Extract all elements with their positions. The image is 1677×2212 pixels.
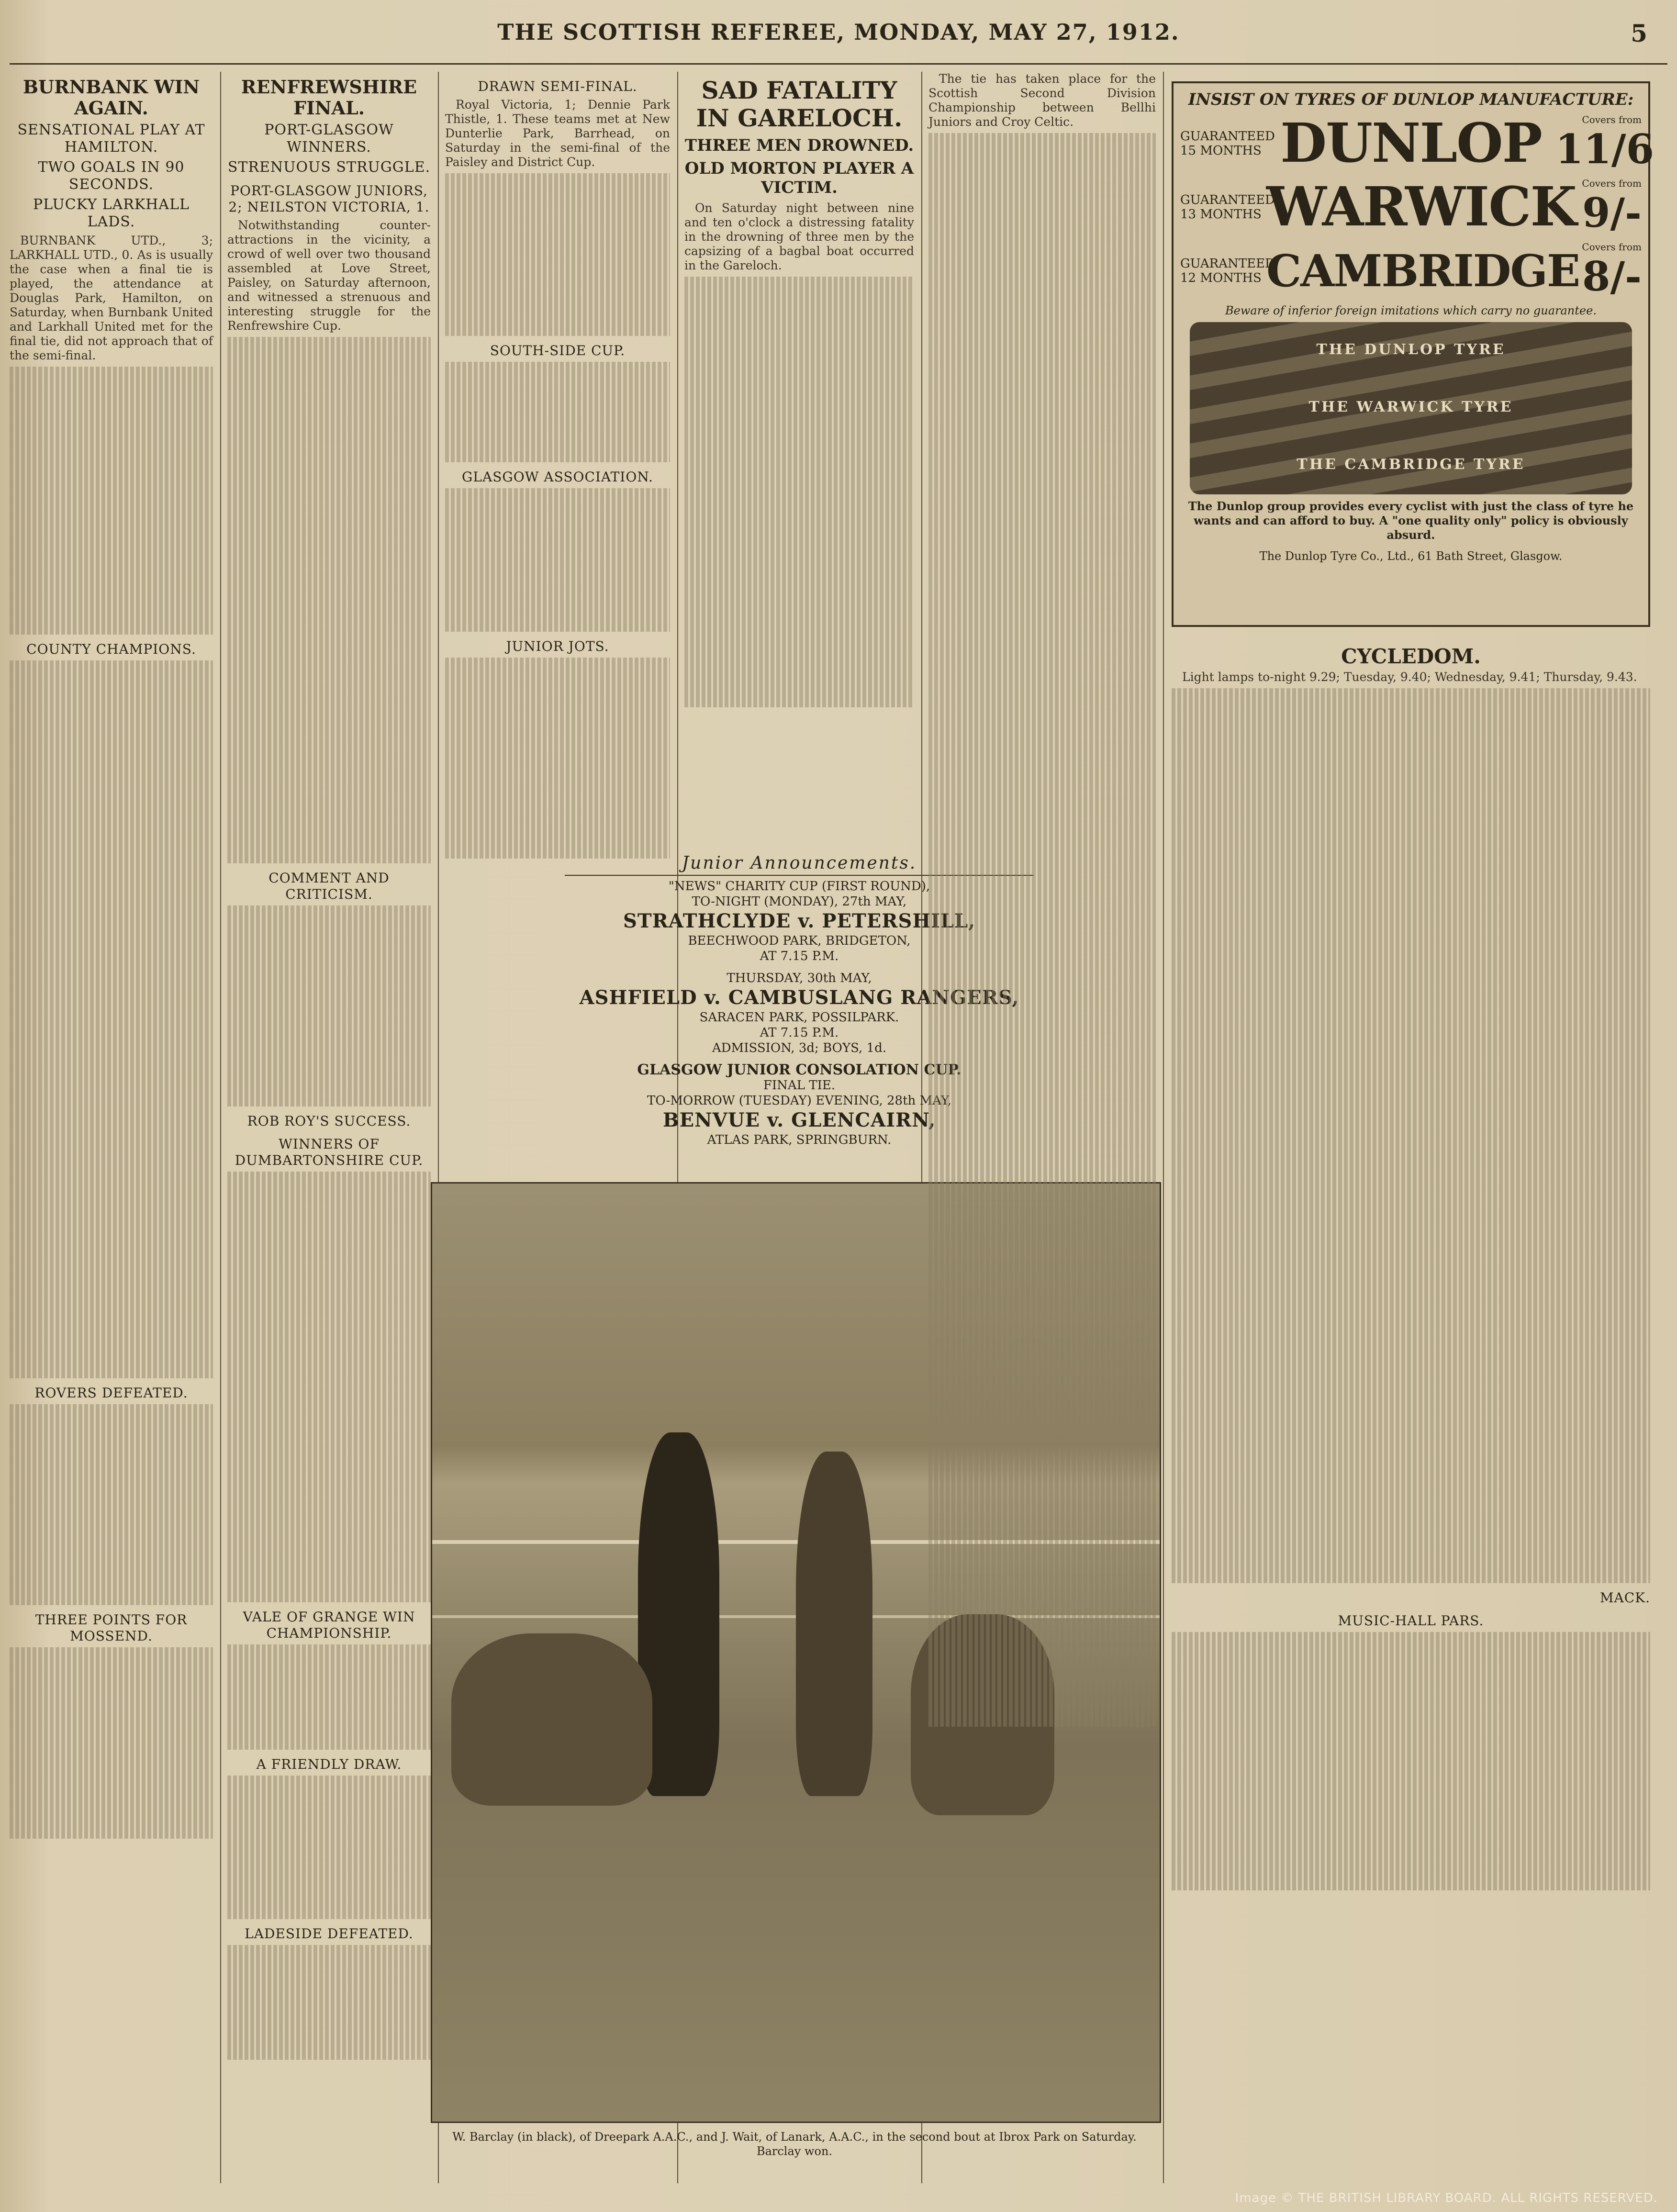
price <box>1579 241 1642 300</box>
section-heading: THREE POINTS FOR MOSSEND. <box>35 1612 188 1644</box>
advert-tagline: INSIST ON TYRES OF DUNLOP MANUFACTURE: <box>1188 90 1634 109</box>
section-heading: COMMENT AND CRITICISM. <box>268 870 390 902</box>
column-cycledom <box>1172 641 1650 2183</box>
thursday-match: ASHFIELD v. CAMBUSLANG RANGERS, <box>579 986 1019 1009</box>
page-number: 5 <box>1631 19 1648 47</box>
article-body <box>1172 1632 1650 1890</box>
thursday-venue: SARACEN PARK, POSSILPARK. <box>699 1010 899 1025</box>
charity-cup-match: STRATHCLYDE v. PETERSHILL, <box>623 910 976 932</box>
article-body <box>227 905 431 1106</box>
consolation-cup-heading: GLASGOW JUNIOR CONSOLATION CUP. <box>637 1061 961 1078</box>
tyre-illustration <box>1190 322 1632 494</box>
masthead-rule <box>10 63 1667 65</box>
article-body <box>227 1945 431 2060</box>
advert-warning: Beware of inferior foreign imitations which carry no guarantee. <box>1225 304 1597 317</box>
article-body <box>928 133 1156 1727</box>
column-burnbank <box>10 72 213 2183</box>
thursday-time: AT 7.15 P.M. <box>760 1026 839 1040</box>
consolation-cup-date: TO-MORROW (TUESDAY) EVENING, 28th MAY, <box>647 1094 951 1108</box>
brand-name: CAMBRIDGE <box>1266 245 1580 297</box>
article-body <box>10 1404 213 1605</box>
article-body <box>10 1647 213 1839</box>
section-heading: COUNTY CHAMPIONS. <box>26 641 196 657</box>
consolation-cup-venue: ATLAS PARK, SPRINGBURN. <box>707 1133 892 1147</box>
article-body <box>227 1776 431 1919</box>
covers-label: Covers from <box>1582 178 1642 189</box>
article-body <box>445 362 670 462</box>
thursday-date: THURSDAY, 30th MAY, <box>727 971 872 985</box>
price-value: 11/6 <box>1555 125 1655 173</box>
subheadline: TWO GOALS IN 90 SECONDS. <box>38 159 185 193</box>
score-line: PORT-GLASGOW JUNIORS, 2; NEILSTON VICTORIA, 1. <box>228 183 430 215</box>
article-body <box>10 367 213 635</box>
subheadline: PLUCKY LARKHALL LADS. <box>33 196 190 230</box>
announcements-title: Junior Announcements. <box>682 853 917 873</box>
article-body <box>227 337 431 863</box>
guarantee-text: GUARANTEED 12 MONTHS <box>1180 256 1275 285</box>
column-drawn-semi-final <box>445 72 670 654</box>
photo-caption: W. Barclay (in black), of Dreepark A.A.C., and J. Wait, of Lanark, A.A.C., in the second bout at Ibrox Park on Saturday. Barclay won. <box>452 2130 1137 2158</box>
covers-label: Covers from <box>1582 114 1642 125</box>
headline: BURNBANK WIN AGAIN. <box>22 76 200 119</box>
section-heading: LADESIDE DEFEATED. <box>245 1926 414 1942</box>
masthead-title: THE SCOTTISH REFEREE, MONDAY, MAY 27, 1912. <box>497 19 1180 45</box>
article-body <box>227 1644 431 1750</box>
advert-address: The Dunlop Tyre Co., Ltd., 61 Bath Street, Glasgow. <box>1259 549 1563 563</box>
guarantee-text: GUARANTEED 15 MONTHS <box>1180 129 1275 158</box>
headline: RENFREWSHIRE FINAL. <box>241 76 417 119</box>
article-body <box>445 173 670 336</box>
column-divider <box>220 72 221 2183</box>
charity-cup-venue: BEECHWOOD PARK, BRIDGETON, <box>688 934 911 948</box>
brand-name: DUNLOP <box>1280 112 1542 175</box>
price <box>1576 178 1642 236</box>
section-heading: MUSIC-HALL PARS. <box>1338 1613 1484 1629</box>
spectators <box>451 1633 652 1806</box>
price-value: 9/- <box>1582 189 1642 236</box>
tyre-band-label: THE DUNLOP TYRE <box>1316 341 1506 358</box>
article-body <box>684 277 914 707</box>
article-text: BURNBANK UTD., 3; LARKHALL UTD., 0. As is usually the case when a final tie is played, the attendance at Douglas Park, Hamilton, on Saturday, when Burnbank United and Larkhall United met for the final tie, did not approach that of the semi-final. <box>10 234 213 362</box>
guarantee-text: GUARANTEED 13 MONTHS <box>1180 192 1275 222</box>
masthead <box>0 19 1677 62</box>
article-text: Light lamps to-night 9.29; Tuesday, 9.40; Wednesday, 9.41; Thursday, 9.43. <box>1182 670 1637 684</box>
consolation-cup-match: BENVUE v. GLENCAIRN, <box>662 1109 936 1131</box>
thursday-admission: ADMISSION, 3d; BOYS, 1d. <box>712 1041 887 1055</box>
column-divider <box>1163 72 1164 2183</box>
covers-label: Covers from <box>1582 241 1642 253</box>
signature: MACK. <box>1599 1590 1650 1606</box>
column-sad-fatality <box>684 72 914 432</box>
tyre-band-label: THE CAMBRIDGE TYRE <box>1297 456 1525 473</box>
tyre-row-dunlop <box>1180 112 1655 175</box>
charity-cup-time: AT 7.15 P.M. <box>760 949 839 963</box>
article-body <box>10 660 213 1378</box>
section-heading: DRAWN SEMI-FINAL. <box>478 78 637 94</box>
section-heading: ROVERS DEFEATED. <box>34 1385 188 1401</box>
consolation-cup-sub: FINAL TIE. <box>763 1078 836 1093</box>
article-body <box>1172 688 1650 1583</box>
section-heading: JUNIOR JOTS. <box>506 638 609 654</box>
subheadline: THREE MEN DROWNED. <box>684 136 914 155</box>
article-body <box>445 488 670 632</box>
column-renfrewshire <box>227 72 431 2183</box>
section-heading: WINNERS OF DUMBARTONSHIRE CUP. <box>235 1136 424 1168</box>
subheadline: OLD MORTON PLAYER A VICTIM. <box>684 159 914 197</box>
dunlop-advert <box>1172 81 1655 627</box>
column-juniors <box>928 72 1156 2183</box>
section-heading: SOUTH-SIDE CUP. <box>490 343 626 358</box>
subheadline: STRENUOUS STRUGGLE. <box>227 159 431 176</box>
advert-footer: The Dunlop group provides every cyclist with just the class of tyre he wants and can afford to buy. A "one quality only" policy is obviously absurd. <box>1188 499 1634 542</box>
tyre-band-label: THE WARWICK TYRE <box>1308 399 1513 415</box>
headline: CYCLEDOM. <box>1341 645 1481 668</box>
article-text: Notwithstanding counter-attractions in the vicinity, a crowd of well over two thousand assembled at Love Street, Paisley, on Saturday afternoon, and witnessed a strenuous and interesting struggle for the Renfrewshire Cup. <box>227 218 431 333</box>
section-heading: GLASGOW ASSOCIATION. <box>462 469 653 485</box>
copyright-watermark: Image © THE BRITISH LIBRARY BOARD. ALL RIGHTS RESERVED. <box>1235 2191 1658 2205</box>
section-heading: ROB ROY'S SUCCESS. <box>247 1113 411 1129</box>
price-value: 8/- <box>1582 253 1642 300</box>
charity-cup-date: TO-NIGHT (MONDAY), 27th MAY, <box>692 894 907 909</box>
section-heading: VALE OF GRANGE WIN CHAMPIONSHIP. <box>243 1609 415 1641</box>
article-text: Royal Victoria, 1; Dennie Park Thistle, 1. These teams met at New Dunterlie Park, Barrhead, on Saturday in the semi-final of the Paisley and District Cup. <box>445 98 670 169</box>
subheadline: PORT-GLASGOW WINNERS. <box>264 122 394 156</box>
charity-cup-heading: "NEWS" CHARITY CUP (FIRST ROUND), <box>668 879 930 894</box>
subheadline: SENSATIONAL PLAY AT HAMILTON. <box>17 122 205 156</box>
brand-name: WARWICK <box>1266 175 1576 238</box>
article-body <box>445 658 670 859</box>
headline: SAD FATALITY IN GARELOCH. <box>696 76 903 132</box>
article-body <box>227 1172 431 1602</box>
tyre-row-cambridge <box>1180 241 1642 300</box>
boxer-figure <box>796 1452 872 1796</box>
tyre-row-warwick <box>1180 175 1642 238</box>
article-text: On Saturday night between nine and ten o'clock a distressing fatality in the drowning of three men by the capsizing of a bagbal boat occurred in the Gareloch. <box>684 201 914 272</box>
price <box>1555 114 1655 173</box>
section-heading: A FRIENDLY DRAW. <box>256 1756 402 1772</box>
article-text: The tie has taken place for the Scottish Second Division Championship between Bellhi Juniors and Croy Celtic. <box>928 72 1156 129</box>
